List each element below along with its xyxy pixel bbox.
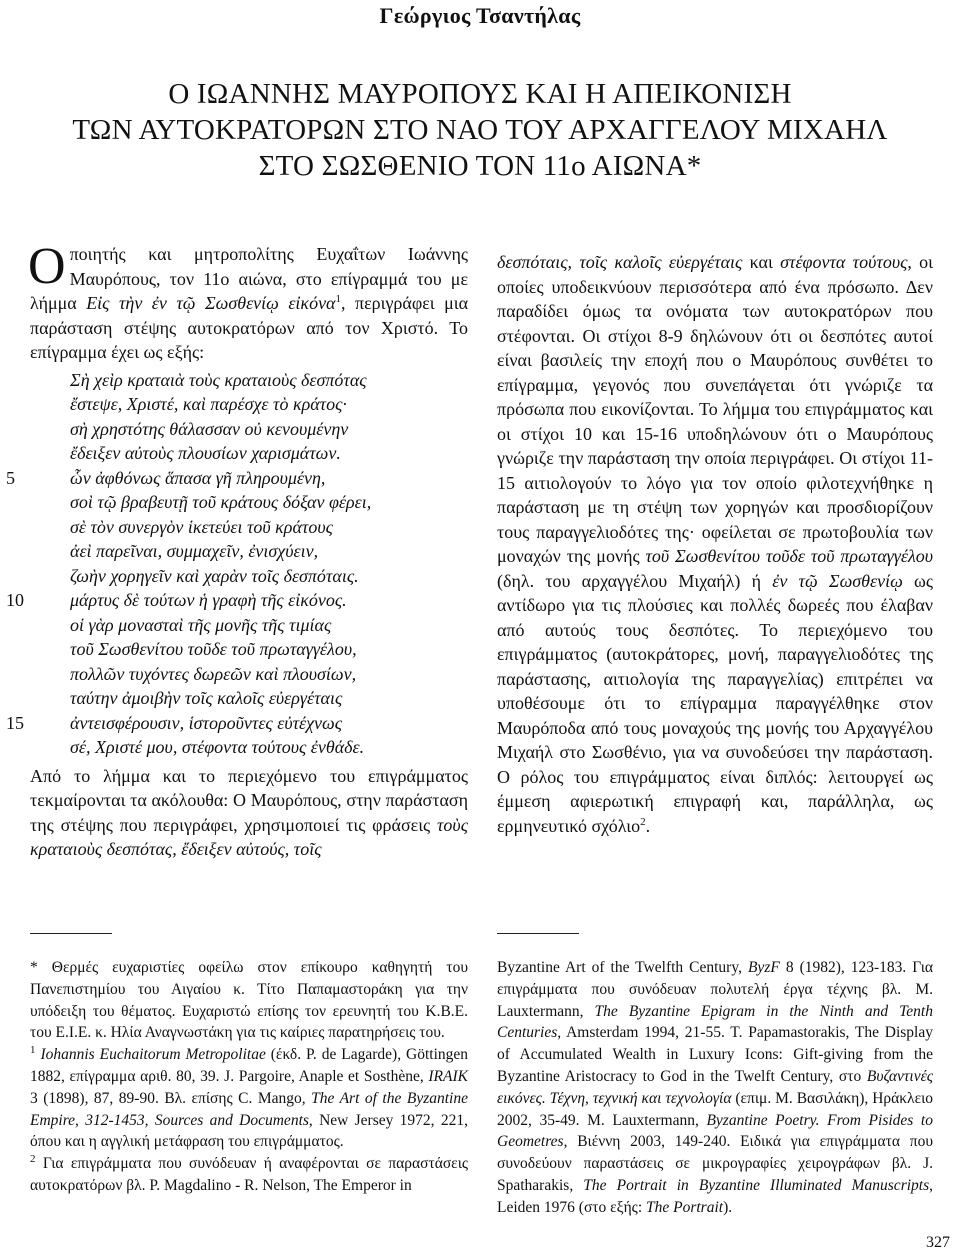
poem-line-text: ζωὴν χορηγεῖν καὶ χαρὰν τοῖς δεσπόταις. [70,565,359,586]
epigram-poem [6,368,468,760]
poem-line-text: Σὴ χεὶρ κραταιὰ τοὺς κραταιοὺς δεσπότας [70,369,367,390]
left-column [6,238,469,862]
right-paragraph: δεσπόταις, τοῖς καλοῖς εὐεργέταις και στέφοντα τούτους, οι οποίες υποδεικνύουν περισσότερα από ένα πρόσωπο. Δεν παραδίδει όμως τα ονόματα των αυτοκρατόρων που στέφονται. Οι στίχοι 8-9 δηλώνουν ότι οι δεσπότες αυτοί είναι βασιλείς την εποχή που ο Μαυρόπους συνθέτει το επίγραμμα, γεγονός που συνεπάγεται ότι γνώριζε τα πρόσωπα που εικονίζονται. Το λήμμα του επιγράμματος και οι στίχοι 10 και 15-16 υποδηλώνουν ότι ο Μαυρόπους γνώριζε την παράσταση την οποία περιγράφει. Οι στίχοι 11-15 αιτιολογούν το λόγο για τον οποίο φιλοτεχνήθηκε η παράσταση με τη στέψη των χορηγών και προσδιορίζουν τους παραγγελιοδότες της· οφείλεται σε πρωτοβουλία των μοναχών της μονής τοῦ Σωσθενίτου τοῦδε τοῦ πρωταγγέλου (δηλ. του αρχαγγέλου Μιχαήλ) ή ἐν τῷ Σωσθενίῳ ως αντίδωρο για τις πλούσιες και πολλές δωρεές που έλαβαν από αυτούς τους δεσπότες. Το περιεχόμενο του επιγράμματος (αυτοκράτορες, μονή, παραγγελιοδότες της παράστασης, αιτιολογία της παραγγελίας) επιτρέπει να υποθέσουμε ότι το επίγραμμα παραγγέλθηκε στον Μαυρόποδα από τους μοναχούς της μονής του Αρχαγγέλου Μιχαήλ στο Σωσθένιο, για να συνοδεύσει την παράσταση. Ο ρόλος του επιγράμματος είναι διπλός: λειτουργεί ως έμμεση αφιερωτική επιγραφή και, παράλληλα, ως ερμηνευτικό σχόλιο$^2$. [497,252,934,836]
footnote-ref-1: 1 [335,293,342,305]
poem-line-text: πολλῶν τυχόντες δωρεῶν καὶ πλουσίων, [70,663,357,684]
poem-line-text: σὲ τὸν συνεργὸν ἱκετεύει τοῦ κράτους [70,516,333,537]
analysis-paragraph: Από το λήμμα και το περιεχόμενο του επιγράμματος τεκμαίρονται τα ακόλουθα: Ο Μαυρόπους, στην παράσταση της στέψης που περιγράφει, χρησιμοποιεί τις φράσεις τοὺς κραταιοὺς δεσπότας, ἔδειξεν αὐτούς, τοῖς [30,765,468,859]
page-number: 327 [926,1234,950,1251]
poem-line [30,515,468,540]
footnote-rule-right [497,933,579,934]
poem-line [6,466,468,491]
lemma: Εἰς τὴν ἐν τῷ Σωσθενίῳ εἰκόνα [86,293,336,313]
poem-line [30,637,468,662]
title-line-2: ΤΩΝ ΑΥΤΟΚΡΑΤΟΡΩΝ ΣΤΟ ΝΑΟ ΤΟΥ ΑΡΧΑΓΓΕΛΟΥ ΜΙΧΑΗΛ [72,114,888,146]
poem-line [30,539,468,564]
footnote-1: $^1$ Iohannis Euchaitorum Metropolitae (έκδ. P. de Lagarde), Göttingen 1882, επίγραμμα αριθ. 80, 39. J. Pargoire, Anaple et Sosthène, IRAIK 3 (1898), 87, 89-90. Βλ. επίσης C. Mango, The Art of the Byzantine Empire, 312-1453, Sources and Documents, New Jersey 1972, 221, όπου και η αγγλική μετάφραση του επιγράμματος. [30,1044,469,1151]
poem-line-text: τοῦ Σωσθενίτου τοῦδε τοῦ πρωταγγέλου, [70,639,357,659]
poem-line [30,490,468,515]
footnotes-right [497,957,933,1219]
poem-line-text: σὴ χρηστότης θάλασσαν οὐ κενουμένην [70,418,349,439]
poem-line [30,392,468,417]
poem-line [30,564,468,589]
footnote-star: * Θερμές ευχαριστίες οφείλω στον επίκουρο καθηγητή του Πανεπιστημίου του Αιγαίου κ. Τίτο Παπαμαστοράκη για την υπόδειξη του θέματος. Ευχαριστώ επίσης τον ερευνητή του Κ.Β.Ε. του Ε.Ι.Ε. κ. Ηλία Αναγνωστάκη για τις καίριες παρατηρήσεις του. [30,959,468,1042]
poem-line [30,735,468,760]
title-line-3: ΣΤΟ ΣΩΣΘΕΝΙΟ ΤΟΝ 11ο ΑΙΩΝΑ* [258,150,702,182]
poem-line [30,662,468,687]
poem-line-text: ἔστεψε, Χριστέ, καὶ παρέσχε τὸ κράτος· [70,394,347,414]
poem-line [30,441,468,466]
poem-line [30,417,468,442]
footnote-2-continued: Byzantine Art of the Twelfth Century, ByzF 8 (1982), 123-183. Για επιγράμματα που συνόδευαν πολυτελή έργα τέχνης βλ. M. Lauxtermann, The Byzantine Epigram in the Ninth and Tenth Centuries, Amsterdam 1994, 21-55. T. Papamastorakis, The Display of Accumulated Wealth in Luxury Icons: Gift-giving from the Byzantine Aristocracy to God in the Twelft Century, στο Βυζαντινές εικόνες. Τέχνη, τεχνική και τεχνολογία (επιμ. Μ. Βασιλάκη), Ηράκλειο 2002, 35-49. M. Lauxtermann, Byzantine Poetry. From Pisides to Geometres, Βιέννη 2003, 149-240. Ειδικά για επιγράμματα που συνοδεύουν παραστάσεις σε μικρογραφίες χειρογράφων βλ. J. Spatharakis, The Portrait in Byzantine Illuminated Manuscripts, Leiden 1976 (στο εξής: The Portrait). [497,959,933,1216]
footnote-2: $^2$ Για επιγράμματα που συνόδευαν ή αναφέρονται σε παραστάσεις αυτοκρατόρων βλ. P. Magdalino - R. Nelson, The Emperor in [30,1153,469,1194]
author-name: Γεώργιος Τσαντήλας [379,3,581,28]
poem-line [30,368,468,393]
poem-line [30,686,468,711]
intro-paragraph: Ο ποιητής και μητροπολίτης Ευχαΐτων Ιωάννης Μαυρόπους, τον 11ο αιώνα, στο επίγραμμά του με λήμμα Εἰς τὴν ἐν τῷ Σωσθενίῳ εἰκόνα$^1$, περιγράφει μια παράσταση στέψης αυτοκρατόρων από τον Χριστό. Το επίγραμμα έχει ως εξής: [28,238,469,362]
poem-line-text: ἀντεισφέρουσιν, ἱστοροῦντες εὐτέχνως [70,712,343,733]
footnote-rule-left [30,933,112,934]
poem-line-text: σοὶ τῷ βραβευτῇ τοῦ κράτους δόξαν φέρει, [70,492,372,512]
poem-line-text: μάρτυς δὲ τούτων ἡ γραφὴ τῆς εἰκόνος. [70,590,347,610]
title-line-1: Ο ΙΩΑΝΝΗΣ ΜΑΥΡΟΠΟΥΣ ΚΑΙ Η ΑΠΕΙΚΟΝΙΣΗ [168,78,792,110]
poem-line-text: ἔδειξεν αὐτοὺς πλουσίων χαρισμάτων. [70,443,341,463]
poem-line [6,711,468,736]
poem-line-text: ταύτην ἀμοιβὴν τοῖς καλοῖς εὐεργέταις [70,688,343,708]
drop-cap: Ο [28,238,66,295]
poem-line-text: σέ, Χριστέ μου, στέφοντα τούτους ἐνθάδε. [70,737,365,757]
poem-line [6,588,468,613]
footnote-ref-2: 2 [640,815,646,828]
poem-line-text: ὧν ἀφθόνως ἅπασα γῆ πληρουμένη, [70,467,326,488]
line-number: 10 [6,590,24,610]
poem-line-text: οἱ γὰρ μονασταὶ τῆς μονῆς τῆς τιμίας [70,614,332,635]
line-number: 15 [6,712,24,733]
footnotes-left [30,957,468,1197]
right-column [497,250,933,838]
poem-line [30,613,468,638]
poem-line-text: ἀεὶ παρεῖναι, συμμαχεῖν, ἐνισχύειν, [70,541,319,561]
line-number: 5 [6,467,15,488]
article-title [0,76,960,184]
